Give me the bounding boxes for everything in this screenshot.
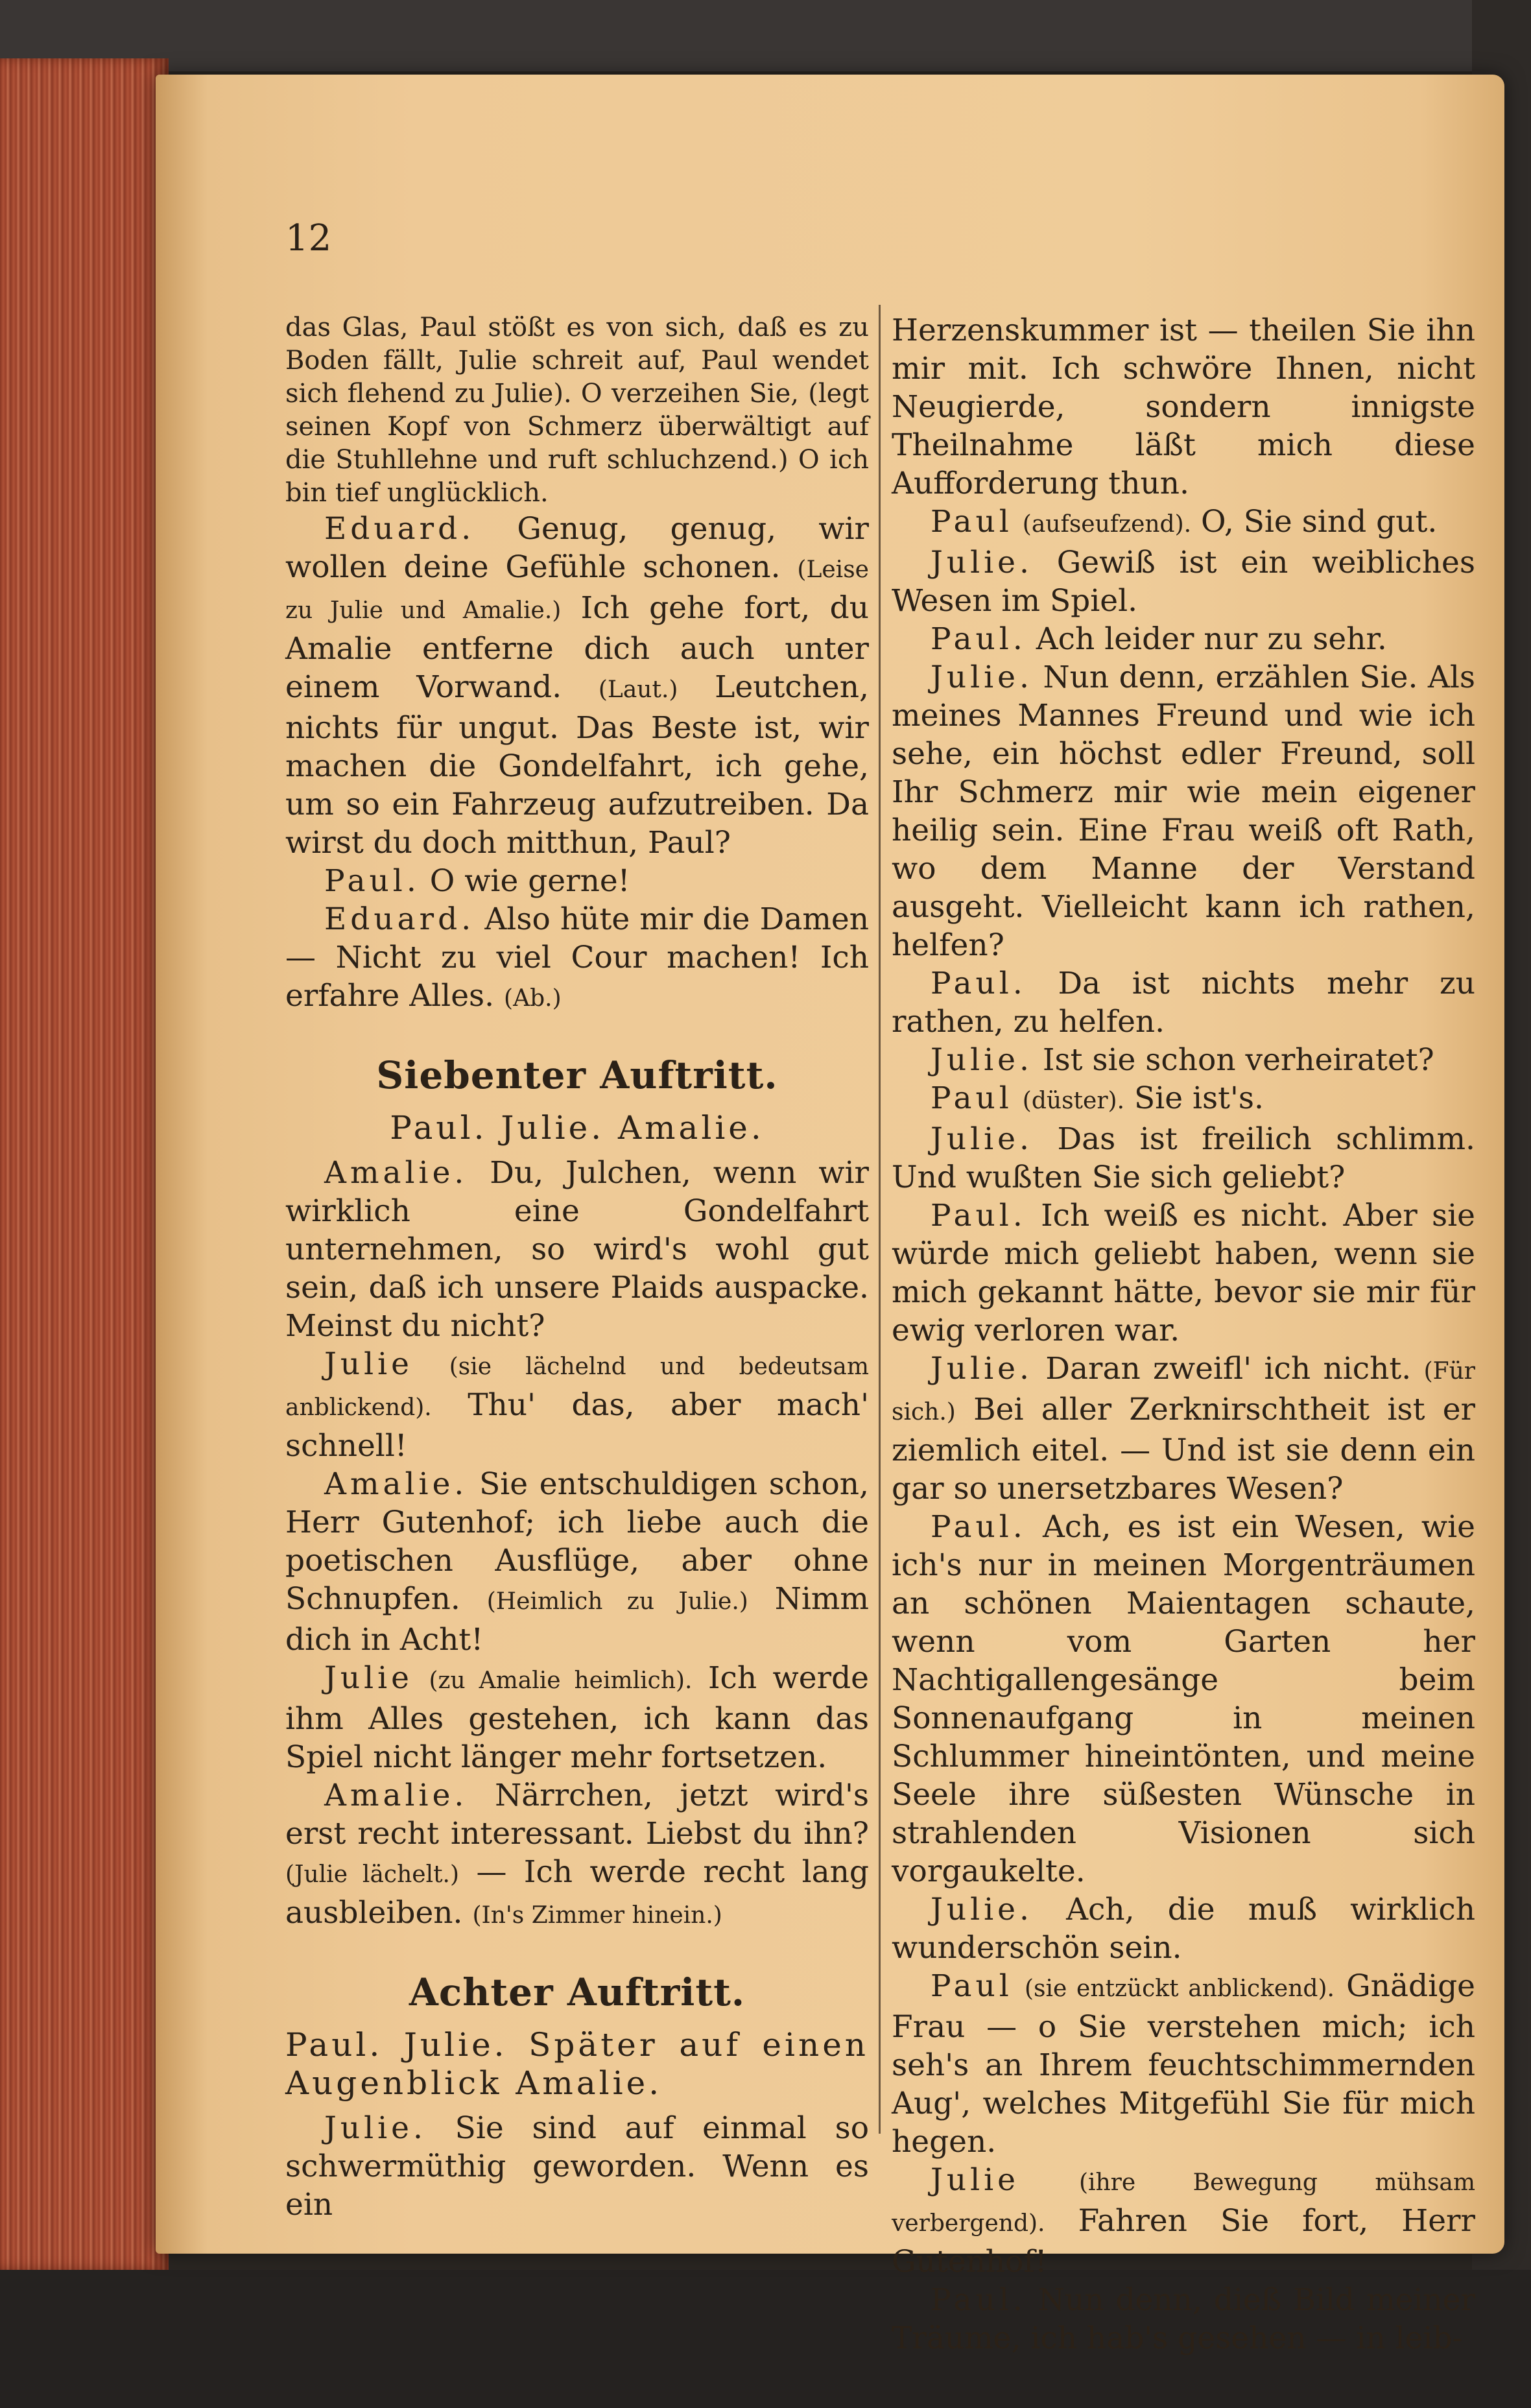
dialogue-paragraph — [892, 1967, 1475, 2161]
dialogue-paragraph — [892, 2281, 1475, 2357]
speaker-name: Paul. — [931, 2282, 1027, 2318]
dialogue-paragraph — [285, 1776, 869, 1935]
stage-direction: (sie entzückt anblickend). — [1025, 1975, 1335, 2002]
dialogue-paragraph — [285, 1465, 869, 1659]
dialogue-text: O wie gerne! — [429, 863, 630, 899]
stage-direction: (ihre Bewegung mühsam verbergend). — [892, 2169, 1475, 2237]
right-column — [892, 311, 1475, 2357]
dialogue-paragraph — [892, 543, 1475, 620]
speaker-name: Paul — [931, 1968, 1013, 2004]
stage-direction: (Leise zu Julie und Amalie.) — [285, 556, 869, 624]
speaker-name: Paul. — [324, 863, 420, 899]
dialogue-text: Nun denn, erzählen Sie. Als meines Mannes Freund und wie ich sehe, ein höchst edler Freund, soll Ihr Schmerz mir wie mein eigener heilig sein. Eine Frau weiß oft Rath, wo dem Manne der Verstand ausgeht. Vielleicht kann ich rathen, helfen? — [892, 660, 1475, 963]
dialogue-text: Thu' das, aber mach' schnell! — [285, 1387, 869, 1464]
page-edges — [0, 58, 169, 2270]
column-divider — [879, 305, 881, 2134]
speaker-name: Paul. — [931, 621, 1027, 657]
stage-direction-paragraph: das Glas, Paul stößt es von sich, daß es zu Boden fällt, Julie schreit auf, Paul wendet sich flehend zu Julie). O verzeihen Sie, (legt seinen Kopf von Schmerz überwältigt auf die Stuhllehne und ruft schluchzend.) O ich bin tief unglücklich. — [285, 313, 869, 508]
speaker-name: Amalie. — [324, 1155, 468, 1191]
speaker-name: Julie. — [931, 1121, 1033, 1157]
speaker-name: Eduard. — [324, 511, 475, 547]
dialogue-paragraph — [285, 1154, 869, 1345]
dialogue-text: Ich werde ihm Alles gestehen, ich kann das Spiel nicht länger mehr fortsetzen. — [285, 1660, 869, 1775]
dialogue-paragraph — [892, 620, 1475, 658]
speaker-name: Amalie. — [324, 1466, 468, 1502]
dialogue-paragraph — [892, 1508, 1475, 1890]
dialogue-text: Ich gehe fort, du Amalie entferne dich auch unter einem Vorwand. — [285, 590, 869, 705]
stage-direction: (In's Zimmer hinein.) — [472, 1902, 722, 1929]
dialogue-paragraph — [892, 964, 1475, 1041]
dialogue-text: Sie entschuldigen schon, Herr Gutenhof; ich liebe auch die poetischen Ausflüge, aber ohne Schnupfen. — [285, 1466, 869, 1617]
dialogue-text: Närrchen, jetzt wird's erst recht interessant. Liebst du ihn? — [285, 1778, 869, 1852]
scene-cast: Paul. Julie. Amalie. — [390, 1109, 765, 1147]
dialogue-text: Ist sie schon verheiratet? — [1042, 1042, 1434, 1078]
dialogue-text: O, Sie sind gut. — [1201, 504, 1438, 540]
left-column — [285, 311, 869, 2224]
dialogue-paragraph — [892, 503, 1475, 543]
dialogue-paragraph: Herzenskummer ist — theilen Sie ihn mir mit. Ich schwöre Ihnen, nicht Neugierde, sondern innigste Theilnahme läßt mich diese Aufforderung thun. — [892, 313, 1475, 501]
scene-cast: Paul. Julie. Später auf einen Augenblick Amalie. — [285, 2026, 869, 2102]
speaker-name: Amalie. — [324, 1778, 468, 1813]
speaker-name: Paul. — [931, 1198, 1027, 1234]
scene-heading: Siebenter Auftritt. — [376, 1053, 778, 1097]
dialogue-paragraph — [285, 1345, 869, 1465]
stage-direction: (Ab.) — [504, 985, 562, 1012]
scene-heading: Achter Auftritt. — [409, 1970, 746, 2014]
speaker-name: Julie. — [931, 1351, 1033, 1387]
dialogue-paragraph — [892, 1079, 1475, 1120]
speaker-name: Julie — [324, 1660, 413, 1696]
dialogue-paragraph — [892, 2161, 1475, 2281]
dialogue-paragraph — [892, 1041, 1475, 1079]
speaker-name: Paul — [931, 1080, 1013, 1116]
speaker-name: Julie. — [931, 545, 1033, 580]
stage-direction: (Für sich.) — [892, 1358, 1475, 1425]
dialogue-text: Nun denn, dieß Bild meiner Träume, ich hab's gesehen — in leib- — [892, 2282, 1475, 2356]
dialogue-paragraph — [892, 1890, 1475, 1967]
dialogue-text: Gnädige Frau — o Sie verstehen mich; ich seh's an Ihrem feuchtschimmernden Aug', welches Mitgefühl Sie für mich hegen. — [892, 1968, 1475, 2160]
dialogue-text: Also hüte mir die Damen — Nicht zu viel Cour machen! Ich erfahre Alles. — [285, 901, 869, 1014]
speaker-name: Julie. — [931, 660, 1033, 695]
dialogue-paragraph — [285, 900, 869, 1018]
speaker-name: Eduard. — [324, 901, 475, 937]
dialogue-paragraph — [285, 2109, 869, 2224]
stage-direction: (düster). — [1022, 1088, 1125, 1114]
speaker-name: Paul — [931, 504, 1013, 540]
stage-direction: (Julie lächelt.) — [285, 1861, 460, 1888]
dialogue-text: Das ist freilich schlimm. Und wußten Sie sich geliebt? — [892, 1121, 1475, 1195]
dialogue-text: Bei aller Zerknirschtheit ist er ziemlich eitel. — Und ist sie denn ein gar so unersetzbares Wesen? — [892, 1392, 1475, 1507]
speaker-name: Julie — [931, 2162, 1019, 2198]
speaker-name: Julie — [324, 1346, 413, 1382]
book-cover-top — [0, 0, 1531, 71]
dialogue-paragraph — [892, 1197, 1475, 1350]
dialogue-text: Sie sind auf einmal so schwermüthig geworden. Wenn es ein — [285, 2110, 869, 2223]
dialogue-text: Ach leider nur zu sehr. — [1036, 621, 1387, 657]
dialogue-text: Da ist nichts mehr zu rathen, zu helfen. — [892, 966, 1475, 1040]
dialogue-paragraph — [285, 510, 869, 862]
stage-direction: (zu Amalie heimlich). — [429, 1667, 693, 1694]
dialogue-text: Ach, die muß wirklich wunderschön sein. — [892, 1892, 1475, 1966]
dialogue-text: — Ich werde recht lang ausbleiben. — [285, 1854, 869, 1931]
speaker-name: Paul. — [931, 1509, 1027, 1545]
dialogue-paragraph — [285, 1659, 869, 1776]
dialogue-text: Sie ist's. — [1133, 1080, 1264, 1116]
stage-direction: (sie lächelnd und bedeutsam anblickend). — [285, 1353, 869, 1421]
dialogue-text: Ach, es ist ein Wesen, wie ich's nur in meinen Morgenträumen an schönen Maientagen schaute, wenn vom Garten her Nachtigallengesänge beim Sonnenaufgang in meinen Schlummer hineintönten, und meine Seele ihre süßesten Wünsche in strahlenden Visionen sich vorgaukelte. — [892, 1509, 1475, 1889]
stage-direction: (Laut.) — [598, 676, 678, 703]
speaker-name: Paul. — [931, 966, 1027, 1001]
dialogue-text: Gewiß ist ein weibliches Wesen im Spiel. — [892, 545, 1475, 619]
stage-direction: (Heimlich zu Julie.) — [486, 1588, 748, 1615]
dialogue-paragraph — [285, 862, 869, 900]
dialogue-text: Genug, genug, wir wollen deine Gefühle schonen. — [285, 511, 869, 585]
dialogue-text: Leutchen, nichts für ungut. Das Beste ist, wir machen die Gondelfahrt, ich gehe, um so ein Fahrzeug aufzutreiben. Da wirst du doch mitthun, Paul? — [285, 669, 869, 861]
speaker-name: Julie. — [931, 1042, 1033, 1078]
dialogue-paragraph — [892, 658, 1475, 964]
dialogue-text: Du, Julchen, wenn wir wirklich eine Gondelfahrt unternehmen, so wird's wohl gut sein, daß ich unsere Plaids auspacke. Meinst du nicht? — [285, 1155, 869, 1344]
dialogue-text: Daran zweifl' ich nicht. — [1045, 1351, 1412, 1387]
dialogue-text: Ich weiß es nicht. Aber sie würde mich geliebt haben, wenn sie mich gekannt hätte, bevor sie mir für ewig verloren war. — [892, 1198, 1475, 1348]
page-number: 12 — [285, 217, 332, 259]
stage-direction: (aufseufzend). — [1022, 511, 1192, 538]
dialogue-text: Fahren Sie fort, Herr Gutenhof! — [892, 2203, 1475, 2280]
dialogue-text: Nimm dich in Acht! — [285, 1581, 869, 1658]
dialogue-paragraph — [892, 1120, 1475, 1197]
speaker-name: Julie. — [931, 1892, 1033, 1927]
dialogue-paragraph — [892, 1350, 1475, 1508]
speaker-name: Julie. — [324, 2110, 427, 2146]
